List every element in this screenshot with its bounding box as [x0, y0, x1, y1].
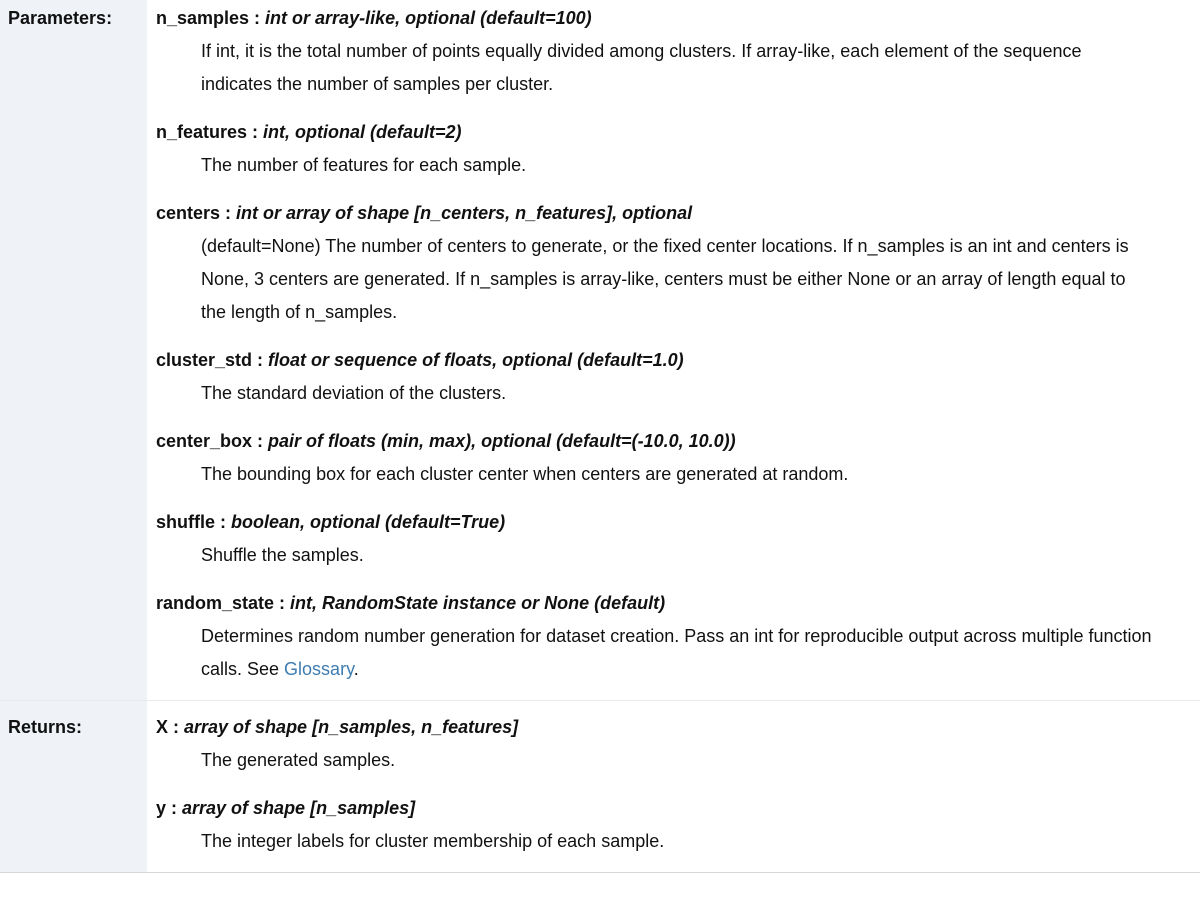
parameters-label: Parameters: [0, 0, 147, 701]
param-name: X : [156, 717, 185, 737]
param-type: int or array of shape [n_centers, n_features], optional [236, 203, 693, 223]
param-term [156, 116, 1155, 149]
param-name: center_box : [156, 431, 269, 451]
param-type: array of shape [n_samples] [182, 798, 416, 818]
param-name: centers : [156, 203, 237, 223]
param-term [156, 344, 1155, 377]
param-description: The integer labels for cluster membership of each sample. [201, 831, 665, 851]
param-type: boolean, optional (default=True) [231, 512, 506, 532]
param-type: int, RandomState instance or None (default) [290, 593, 666, 613]
param-description: The number of features for each sample. [201, 155, 527, 175]
param-description: The generated samples. [201, 750, 396, 770]
param-term [156, 2, 1155, 35]
returns-label: Returns: [0, 701, 147, 873]
param-name: random_state : [156, 593, 291, 613]
param-term [156, 425, 1155, 458]
param-name: shuffle : [156, 512, 231, 532]
param-description: If int, it is the total number of points equally divided among clusters. If array-like, each element of the sequence indicates the number of samples per cluster. [201, 41, 1082, 94]
param-term [156, 587, 1155, 620]
param-type: pair of floats (min, max), optional (default=(-10.0, 10.0)) [268, 431, 736, 451]
param-term [156, 792, 1155, 825]
glossary-link[interactable]: Glossary [284, 659, 354, 679]
param-name: y : [156, 798, 183, 818]
param-name: cluster_std : [156, 350, 269, 370]
param-description: Determines random number generation for dataset creation. Pass an int for reproducible output across multiple function calls. See Glossary. [201, 626, 1152, 679]
param-name: n_features : [156, 122, 264, 142]
parameters-definition-list [156, 2, 1155, 686]
param-term [156, 506, 1155, 539]
returns-definition-list [156, 711, 1155, 858]
param-type: float or sequence of floats, optional (default=1.0) [268, 350, 684, 370]
param-term [156, 711, 1155, 744]
param-name: n_samples : [156, 8, 266, 28]
param-type: array of shape [n_samples, n_features] [184, 717, 519, 737]
param-description: Shuffle the samples. [201, 545, 364, 565]
param-term [156, 197, 1155, 230]
param-description: The bounding box for each cluster center when centers are generated at random. [201, 464, 849, 484]
parameters-body [147, 0, 1200, 701]
param-type: int, optional (default=2) [263, 122, 462, 142]
param-type: int or array-like, optional (default=100) [265, 8, 592, 28]
param-description: (default=None) The number of centers to generate, or the fixed center locations. If n_samples is an int and centers is None, 3 centers are generated. If n_samples is array-like, centers must be either None or an array of length equal to the length of n_samples. [201, 236, 1129, 322]
returns-row [0, 701, 1200, 873]
returns-body [147, 701, 1200, 873]
param-description: The standard deviation of the clusters. [201, 383, 507, 403]
